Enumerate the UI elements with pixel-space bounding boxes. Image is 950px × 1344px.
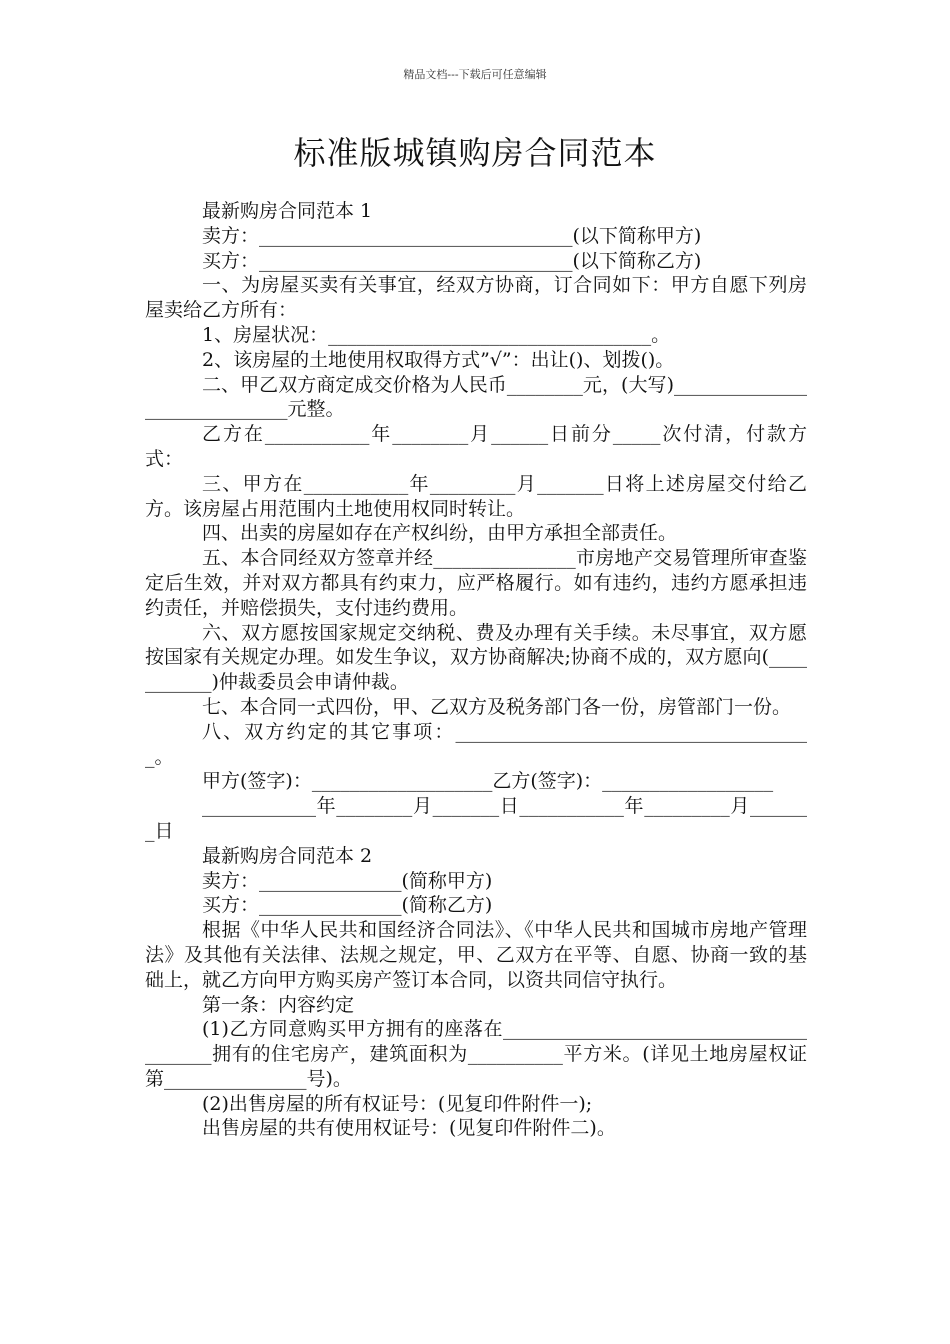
clause-1-item-1: 1、房屋状况：__________________________________。 xyxy=(202,323,671,346)
document-title: 标准版城镇购房合同范本 xyxy=(293,134,657,172)
buyer-line-2: 买方：_______________(简称乙方) xyxy=(202,894,493,917)
clause-1: 一、为房屋买卖有关事宜，经双方协商，订合同如下：甲方自愿下列房屋卖给乙方所有： xyxy=(145,274,807,322)
clause-2-payment: 乙方在___________年________月______日前分_____次付清，付款方式： xyxy=(145,423,807,470)
article-1-heading: 第一条：内容约定 xyxy=(202,993,355,1016)
buyer-line: 买方：_________________________________(以下简称乙方) xyxy=(202,249,702,272)
signature-line: 甲方(签字)：___________________乙方(签字)：__________________ xyxy=(202,770,774,793)
clause-8: 八、双方约定的其它事项：______________________________________。 xyxy=(145,720,807,768)
document-body xyxy=(145,199,807,1141)
article-1-item-1: (1)乙方同意购买甲方拥有的座落在_______________________________________拥有的住宅房产，建筑面积为__________平方米。(详见土地房屋权证第_______________号)。 xyxy=(145,1018,807,1090)
clause-4: 四、出卖的房屋如存在产权纠纷，由甲方承担全部责任。 xyxy=(202,522,678,545)
clause-5: 五、本合同经双方签章并经_______________市房地产交易管理所审查鉴定后生效，并对双方都具有约束力，应严格履行。如有违约，违约方愿承担违约责任，并赔偿损失，支付违约费用。 xyxy=(145,547,807,619)
article-1-item-2: (2)出售房屋的所有权证号：(见复印件附件一); xyxy=(202,1092,593,1115)
preamble: 根据《中华人民共和国经济合同法》、《中华人民共和国城市房地产管理法》及其他有关法律、法规之规定，甲、乙双方在平等、自愿、协商一致的基础上，就乙方向甲方购买房产签订本合同，以资共同信守执行。 xyxy=(145,919,807,991)
seller-line-2: 卖方：_______________(简称甲方) xyxy=(202,869,493,892)
clause-3: 三、甲方在___________年_________月_______日将上述房屋交付给乙方。该房屋占用范围内土地使用权同时转让。 xyxy=(145,472,807,520)
clause-6: 六、双方愿按国家规定交纳税、费及办理有关手续。未尽事宜，双方愿按国家有关规定办理。如发生争议，双方协商解决;协商不成的，双方愿向(___________)仲裁委员会申请仲裁。 xyxy=(145,621,807,694)
clause-7: 七、本合同一式四份，甲、乙双方及税务部门各一份，房管部门一份。 xyxy=(202,695,792,718)
section-heading-2: 最新购房合同范本 2 xyxy=(202,844,373,867)
clause-1-item-2: 2、该房屋的土地使用权取得方式”√”：出让()、划拨()。 xyxy=(202,348,675,371)
header-note: 精品文档---下载后可任意编辑 xyxy=(403,68,547,81)
section-heading-1: 最新购房合同范本 1 xyxy=(202,200,373,222)
clause-2: 二、甲乙双方商定成交价格为人民币________元，(大写)_____________________________元整。 xyxy=(145,373,807,421)
seller-line: 卖方：_________________________________(以下简称甲方) xyxy=(202,224,702,247)
date-line: ____________年________月_______日___________年_________月_______日 xyxy=(145,795,807,842)
article-1-item-3: 出售房屋的共有使用权证号：(见复印件附件二)。 xyxy=(202,1117,616,1140)
